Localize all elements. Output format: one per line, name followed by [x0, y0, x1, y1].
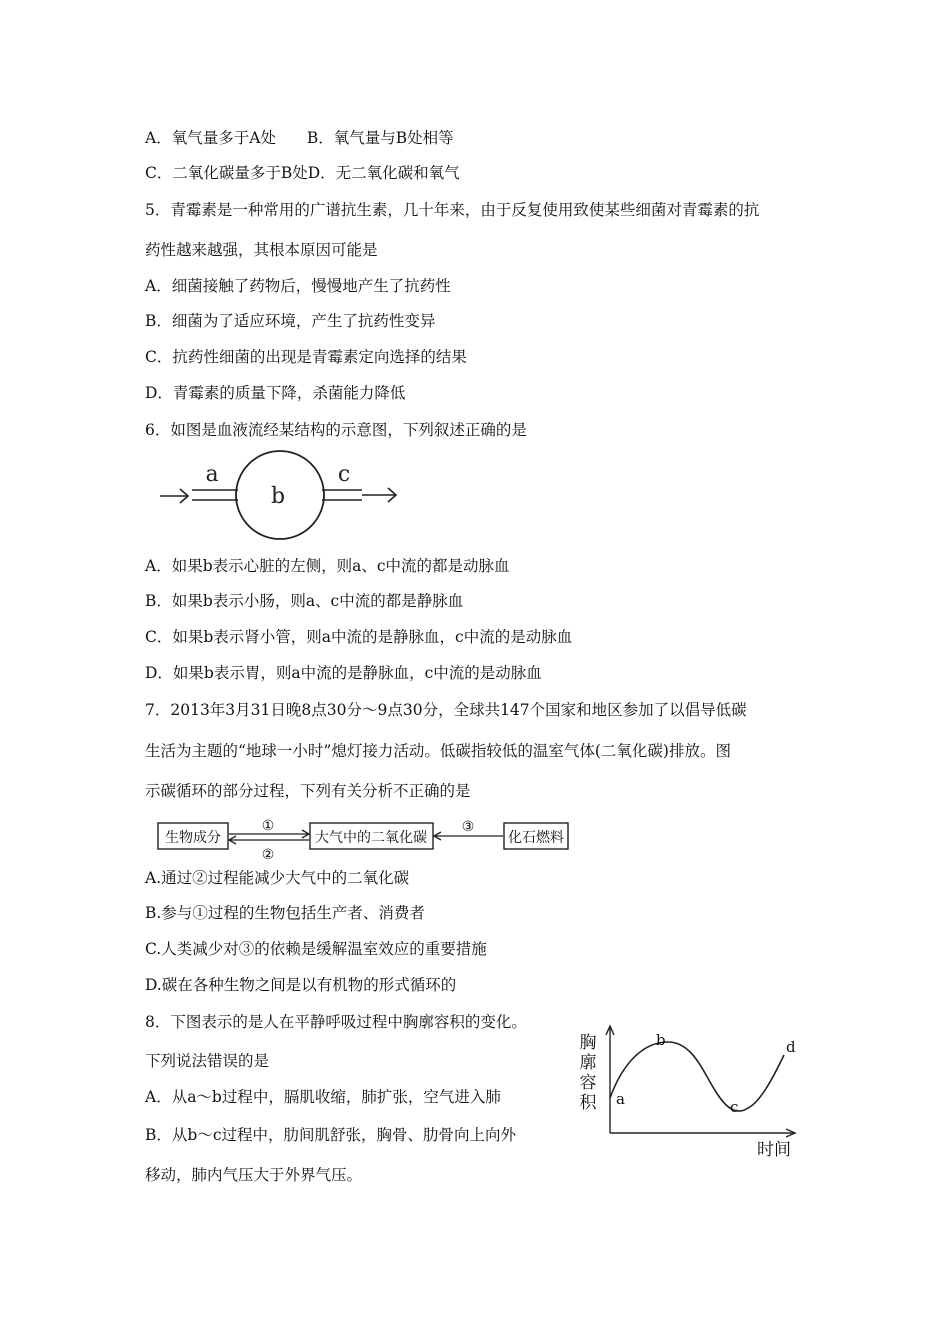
box-organisms: 生物成分 — [165, 830, 221, 846]
q5-option-b: B．细菌为了适应环境，产生了抗药性变异 — [145, 312, 436, 330]
mark-1: ① — [261, 818, 275, 834]
point-d: d — [786, 1038, 796, 1056]
q4-options-cd: C．二氧化碳量多于B处D．无二氧化碳和氧气 — [145, 164, 460, 182]
label-a: a — [205, 462, 219, 487]
q8-option-b-line-2: 移动，肺内气压大于外界气压。 — [145, 1166, 363, 1184]
q5-option-d: D．青霉素的质量下降，杀菌能力降低 — [145, 384, 406, 402]
q7-option-c: C.人类减少对③的依赖是缓解温室效应的重要措施 — [145, 940, 487, 958]
q7-stem-line-3: 示碳循环的部分过程，下列有关分析不正确的是 — [145, 782, 471, 800]
mark-2: ② — [261, 847, 275, 863]
point-a: a — [616, 1090, 625, 1108]
q8-option-b-line-1: B．从b～c过程中，肋间肌舒张，胸骨、肋骨向上向外 — [145, 1126, 516, 1144]
mark-3: ③ — [461, 819, 475, 835]
point-b: b — [656, 1031, 666, 1049]
q5-option-c: C．抗药性细菌的出现是青霉素定向选择的结果 — [145, 348, 467, 366]
chest-volume-curve — [610, 1042, 784, 1111]
q5-stem-line-1: 5．青霉素是一种常用的广谱抗生素，几十年来，由于反复使用致使某些细菌对青霉素的抗 — [145, 201, 760, 219]
q7-option-d: D.碳在各种生物之间是以有机物的形式循环的 — [145, 976, 457, 994]
q8-stem-line-2: 下列说法错误的是 — [145, 1052, 270, 1070]
blood-flow-diagram — [150, 448, 410, 548]
label-c: c — [337, 462, 351, 487]
y-label-char-3: 容 — [579, 1073, 597, 1093]
q7-stem-line-1: 7．2013年3月31日晚8点30分～9点30分，全球共147个国家和地区参加了以倡导低碳 — [145, 701, 747, 719]
q6-option-b: B．如果b表示小肠，则a、c中流的都是静脉血 — [145, 592, 464, 610]
q7-option-a: A.通过②过程能减少大气中的二氧化碳 — [145, 869, 410, 887]
y-label-char-4: 积 — [579, 1093, 597, 1113]
box-atmosphere-co2: 大气中的二氧化碳 — [315, 830, 427, 846]
q7-stem-line-2: 生活为主题的“地球一小时”熄灯接力活动。低碳指较低的温室气体(二氧化碳)排放。图 — [145, 742, 731, 760]
q7-option-b: B.参与①过程的生物包括生产者、消费者 — [145, 904, 425, 922]
y-label-char-1: 胸 — [579, 1033, 597, 1053]
q6-option-d: D．如果b表示胃，则a中流的是静脉血，c中流的是动脉血 — [145, 664, 542, 682]
q5-stem-line-2: 药性越来越强，其根本原因可能是 — [145, 241, 378, 259]
q4-options-ab: A．氧气量多于A处 B．氧气量与B处相等 — [145, 129, 454, 147]
q6-option-a: A．如果b表示心脏的左侧，则a、c中流的都是动脉血 — [145, 557, 510, 575]
carbon-cycle-diagram — [155, 815, 575, 865]
y-label-char-2: 廓 — [579, 1053, 597, 1073]
point-c: c — [730, 1098, 739, 1116]
q8-stem-line-1: 8．下图表示的是人在平静呼吸过程中胸廓容积的变化。 — [145, 1013, 527, 1031]
chest-volume-graph — [572, 1020, 807, 1165]
x-label: 时间 — [757, 1140, 791, 1160]
box-fossil-fuel: 化石燃料 — [508, 830, 564, 846]
q5-option-a: A．细菌接触了药物后，慢慢地产生了抗药性 — [145, 277, 451, 295]
label-b: b — [270, 484, 286, 509]
q8-option-a: A．从a～b过程中，膈肌收缩，肺扩张，空气进入肺 — [145, 1088, 501, 1106]
q6-stem: 6．如图是血液流经某结构的示意图，下列叙述正确的是 — [145, 421, 527, 439]
q6-option-c: C．如果b表示肾小管，则a中流的是静脉血，c中流的是动脉血 — [145, 628, 573, 646]
